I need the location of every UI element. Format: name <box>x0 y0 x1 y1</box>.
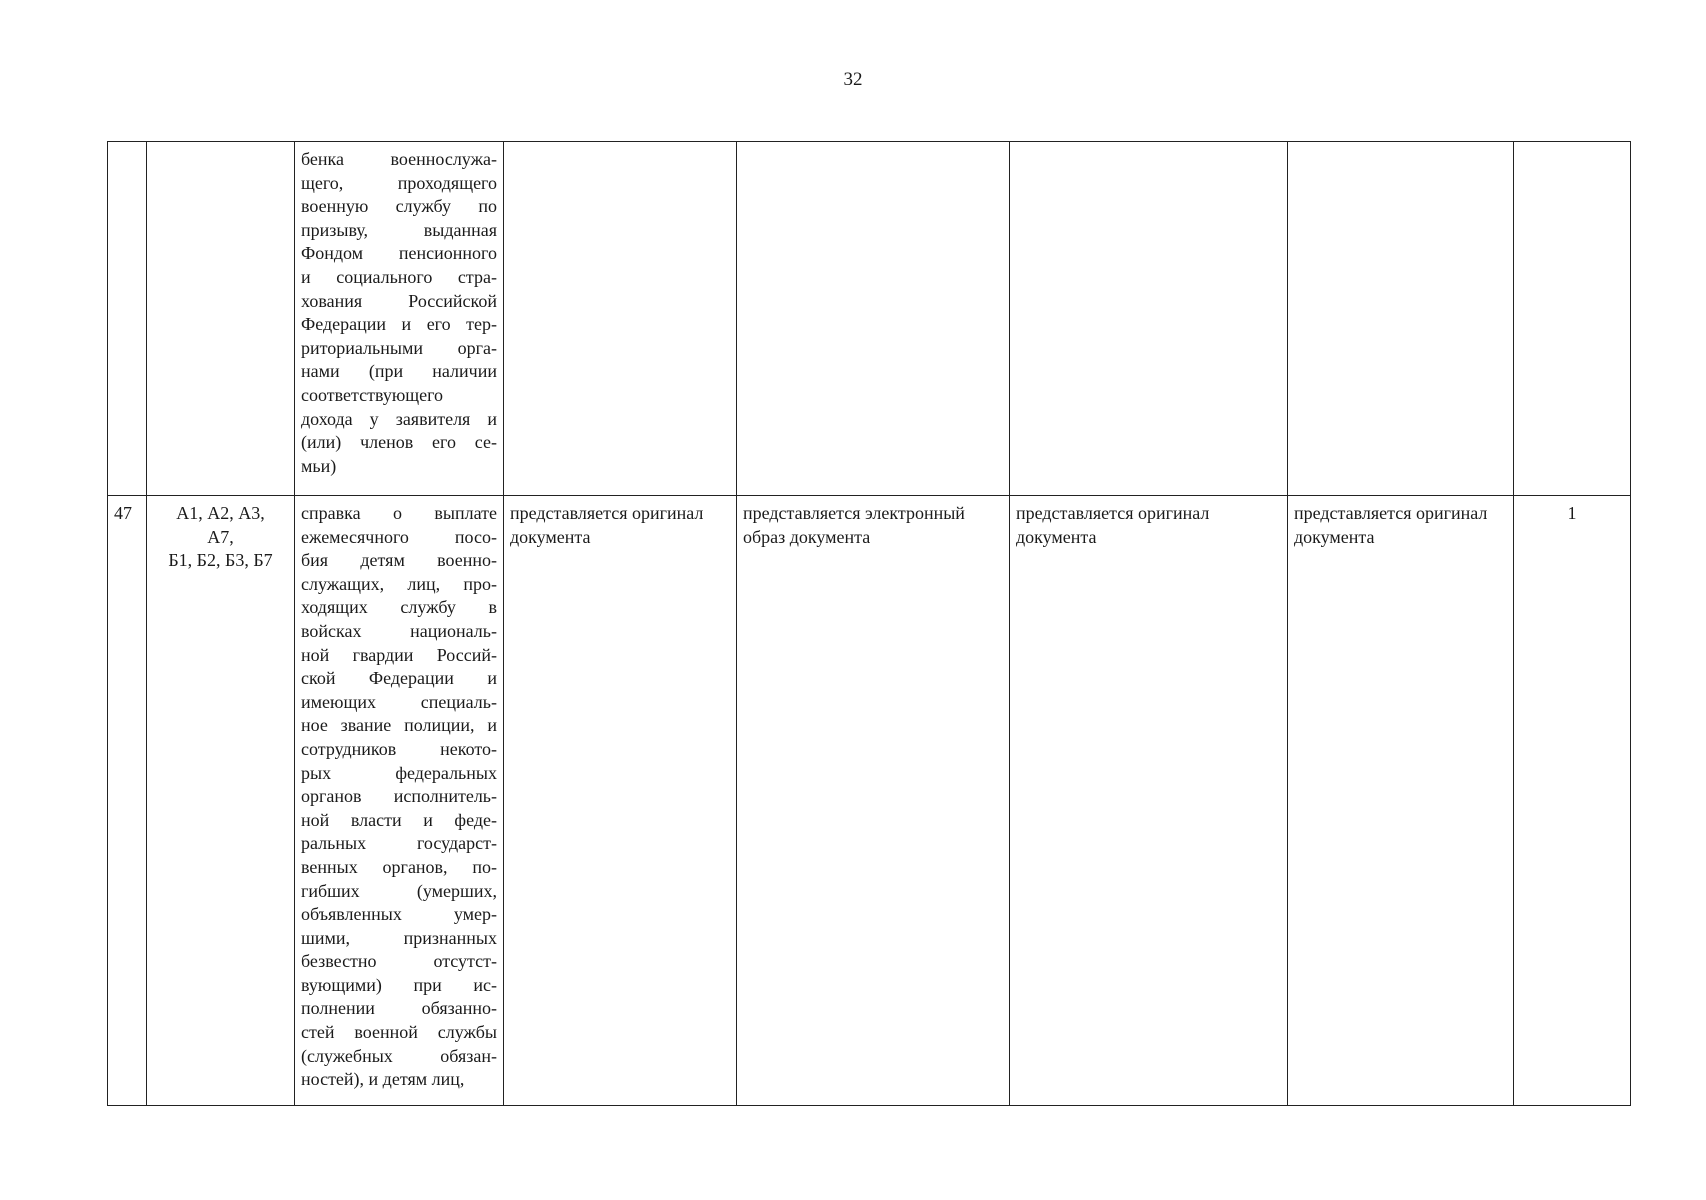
document-name-line: ное звание полиции, и <box>301 715 497 736</box>
document-name-line: справка о выплате <box>301 503 497 523</box>
submission-mfc-cell <box>1288 142 1514 496</box>
submission-in-person-cell <box>504 142 737 496</box>
document-name-cell <box>295 142 504 496</box>
document-name-line: мьи) <box>301 455 337 476</box>
applicant-codes-cell <box>147 496 295 1106</box>
document-name-line: призыву, выданная <box>301 219 497 240</box>
document-name-line: служащих, лиц, про- <box>301 573 497 594</box>
document-name-line: бенка военнослужа- <box>301 149 497 169</box>
document-name-line: бия детям военно- <box>301 550 497 571</box>
document-name-line: имеющих специаль- <box>301 691 497 712</box>
document-name-line: ной гвардии Россий- <box>301 644 497 665</box>
document-name-line: (служебных обязан- <box>301 1045 497 1066</box>
document-name-line: ной власти и феде- <box>301 809 497 830</box>
submission-electronic-cell <box>737 142 1010 496</box>
table-row <box>108 142 1631 496</box>
quantity-cell <box>1514 142 1631 496</box>
document-name-cell <box>295 496 504 1106</box>
row-number-cell: 47 <box>108 496 147 1106</box>
document-name-line: соответствующего <box>301 384 444 405</box>
document-name-line: гибших (умерших, <box>301 880 497 901</box>
document-name-line: полнении обязанно- <box>301 998 497 1019</box>
submission-electronic-cell: представляется электронный образ документа <box>737 496 1010 1106</box>
document-name-line: ской Федерации и <box>301 668 497 689</box>
applicant-codes-cell <box>147 142 295 496</box>
row-number-cell <box>108 142 147 496</box>
document-name-line: безвестно отсутст- <box>301 951 497 972</box>
documents-table <box>107 141 1631 1106</box>
document-name-line: и социального стра- <box>301 266 497 287</box>
document-name-line: Федерации и его тер- <box>301 314 497 335</box>
applicant-code-line: А7, <box>207 526 234 547</box>
document-name-line: ежемесячного посо- <box>301 526 497 547</box>
document-name-line: нами (при наличии <box>301 361 497 382</box>
document-name-line: органов исполнитель- <box>301 786 497 807</box>
submission-mail-cell: представляется оригинал документа <box>1010 496 1288 1106</box>
document-name-line: рых федеральных <box>301 762 497 783</box>
document-name-line: объявленных умер- <box>301 904 497 925</box>
document-name-line: стей военной службы <box>301 1022 497 1043</box>
document-name-line: венных органов, по- <box>301 856 497 877</box>
submission-in-person-cell: представляется оригинал документа <box>504 496 737 1106</box>
applicant-code-line: Б1, Б2, Б3, Б7 <box>168 550 273 571</box>
document-name-line: ходящих службу в <box>301 597 497 618</box>
document-name-line: риториальными орга- <box>301 337 497 358</box>
quantity-cell: 1 <box>1514 496 1631 1106</box>
document-name-line: вующими) при ис- <box>301 974 497 995</box>
document-name-line: военную службу по <box>301 196 497 217</box>
document-name-line: войсках националь- <box>301 620 497 641</box>
document-name-line: Фондом пенсионного <box>301 243 497 264</box>
document-name-line: щего, проходящего <box>301 172 497 193</box>
document-name-line: хования Российской <box>301 290 497 311</box>
submission-mail-cell <box>1010 142 1288 496</box>
document-name-line: дохода у заявителя и <box>301 408 497 429</box>
document-name-line: (или) членов его се- <box>301 432 497 453</box>
document-name-line: ральных государст- <box>301 833 497 854</box>
document-name-line: сотрудников некото- <box>301 738 497 759</box>
page-number: 32 <box>843 69 863 90</box>
table-row <box>108 496 1631 1106</box>
submission-mfc-cell: представляется оригинал документа <box>1288 496 1514 1106</box>
applicant-code-line: А1, А2, А3, <box>176 503 265 523</box>
document-name-line: шими, признанных <box>301 927 497 948</box>
document-name-line: ностей), и детям лиц, <box>301 1069 465 1090</box>
